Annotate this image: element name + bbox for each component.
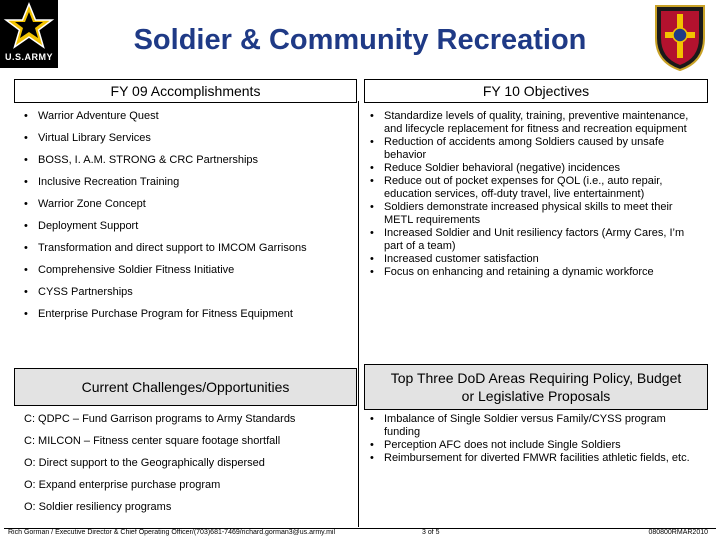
army-logo-text: U.S.ARMY bbox=[4, 52, 53, 62]
challenges-header bbox=[14, 368, 357, 406]
list-item: C: MILCON – Fitness center square footage shortfall bbox=[24, 435, 281, 447]
list-item: • Focus on enhancing and retaining a dynamic workforce bbox=[368, 266, 704, 279]
footer-contact: Rich Gorman / Executive Director & Chief Operating Officer/(703)681-7469/richard.gorman3@us.army.mil bbox=[8, 529, 336, 536]
objectives-header bbox=[364, 79, 708, 103]
challenges-list bbox=[24, 413, 354, 523]
list-item: C: QDPC – Fund Garrison programs to Army Standards bbox=[24, 413, 296, 425]
policy-list bbox=[368, 413, 698, 465]
challenges-heading: Current Challenges/Opportunities bbox=[81, 379, 290, 395]
list-item: • Inclusive Recreation Training bbox=[22, 176, 352, 189]
list-item: • Warrior Adventure Quest bbox=[22, 110, 352, 123]
list-item: • Increased customer satisfaction bbox=[368, 253, 704, 266]
list-item: • Reduction of accidents among Soldiers caused by unsafe behavior bbox=[368, 136, 704, 162]
objectives-heading: FY 10 Objectives bbox=[482, 83, 590, 99]
page-number: 3 of 5 bbox=[422, 529, 440, 536]
list-item: • Reduce out of pocket expenses for QOL (i.e., auto repair, education services, off-duty travel, live entertainment) bbox=[368, 175, 704, 201]
list-item: O: Expand enterprise purchase program bbox=[24, 479, 221, 491]
army-star-icon bbox=[0, 0, 58, 52]
list-item: • Transformation and direct support to IMCOM Garrisons bbox=[22, 242, 328, 255]
army-installation-command-emblem-icon bbox=[648, 2, 712, 72]
army-logo bbox=[0, 0, 58, 68]
list-item: • Soldiers demonstrate increased physical skills to meet their METL requirements bbox=[368, 201, 704, 227]
accomplishments-header bbox=[14, 79, 357, 103]
list-item: • Standardize levels of quality, training, preventive maintenance, and lifecycle replacement for fitness and recreation equipment bbox=[368, 110, 704, 136]
list-item: • Increased Soldier and Unit resiliency factors (Army Cares, I’m part of a team) bbox=[368, 227, 704, 253]
objectives-list bbox=[368, 110, 704, 279]
list-item: • Comprehensive Soldier Fitness Initiative bbox=[22, 264, 352, 277]
footer-date-code: 080800RMAR2010 bbox=[648, 529, 708, 536]
list-item: • Deployment Support bbox=[22, 220, 352, 233]
page-title: Soldier & Community Recreation bbox=[133, 24, 587, 56]
list-item: • Perception AFC does not include Single Soldiers bbox=[368, 439, 698, 452]
footer bbox=[8, 529, 708, 539]
list-item: • Imbalance of Single Soldier versus Family/CYSS program funding bbox=[368, 413, 698, 439]
list-item: • Reimbursement for diverted FMWR facilities athletic fields, etc. bbox=[368, 452, 698, 465]
list-item: • CYSS Partnerships bbox=[22, 286, 352, 299]
list-item: O: Direct support to the Geographically dispersed bbox=[24, 457, 265, 469]
policy-heading: Top Three DoD Areas Requiring Policy, Budget or Legislative Proposals bbox=[390, 370, 682, 404]
list-item: • Enterprise Purchase Program for Fitness Equipment bbox=[22, 308, 352, 321]
list-item: • Reduce Soldier behavioral (negative) incidences bbox=[368, 162, 704, 175]
column-divider bbox=[358, 101, 359, 527]
list-item: • BOSS, I. A.M. STRONG & CRC Partnerships bbox=[22, 154, 352, 167]
policy-header bbox=[364, 364, 708, 410]
list-item: • Virtual Library Services bbox=[22, 132, 352, 145]
accomplishments-heading: FY 09 Accomplishments bbox=[110, 83, 261, 99]
list-item: • Warrior Zone Concept bbox=[22, 198, 352, 211]
accomplishments-list bbox=[22, 110, 352, 330]
list-item: O: Soldier resiliency programs bbox=[24, 501, 172, 513]
